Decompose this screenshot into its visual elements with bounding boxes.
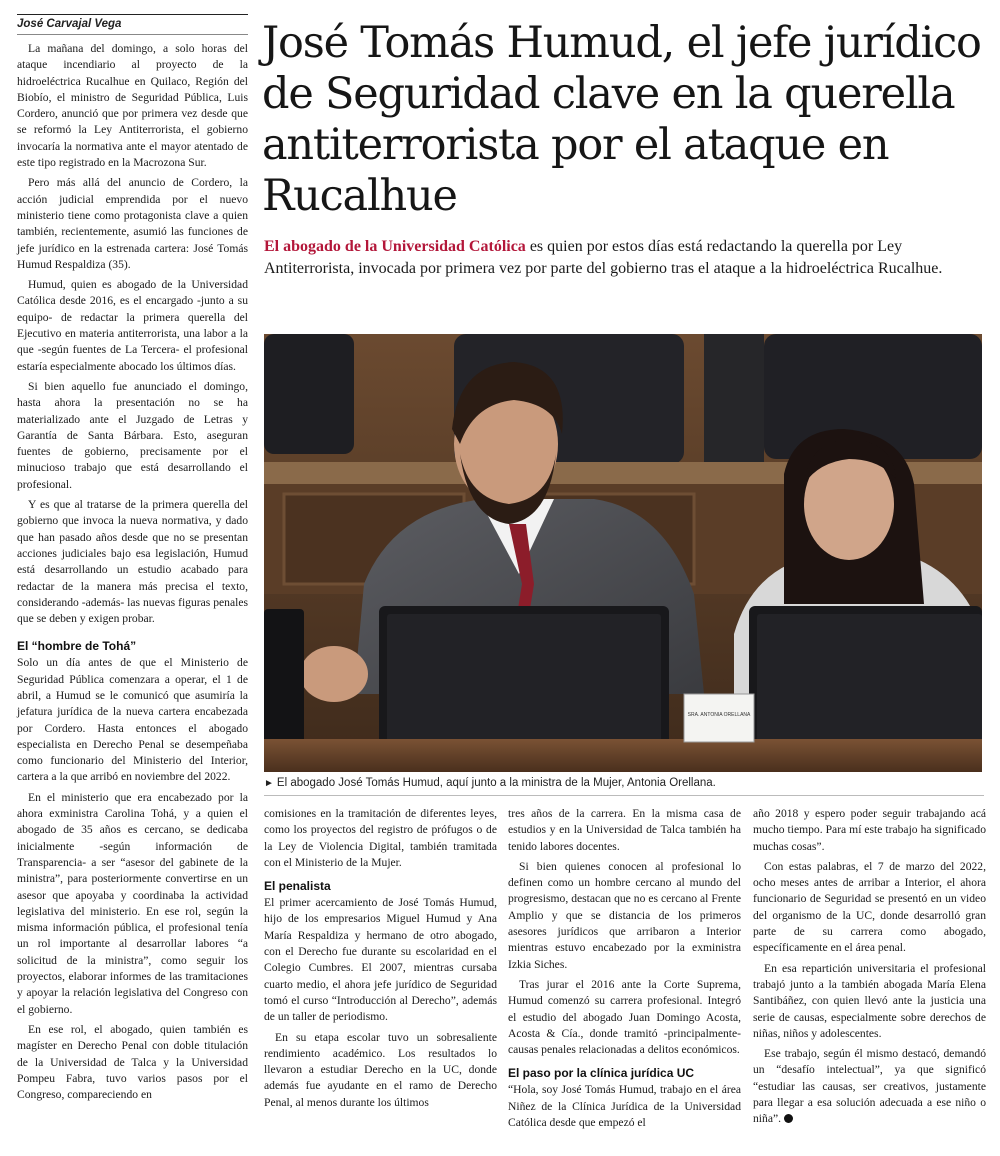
paragraph: La mañana del domingo, a solo horas del ataque incendiario al proyecto de la hidroeléctrica Rucalhue en Quilaco, Región del Biobío, el ministro de Seguridad Pública, Luis Cordero, anunció que por primera vez desde que se reformó la Ley Antiterrorista, el gobierno invocaría la normativa ante el mayor atentado de este tipo registrado en la Macrozona Sur. <box>17 42 248 170</box>
paragraph: Y es que al tratarse de la primera querella del gobierno que invoca la nueva normativa, y dado que han pasado años desde que no se presentan acciones judiciales bajo esa legislación, Humud está desarrollando un estudio acabado para redactar de la manera más precisa el texto, considerando -además- las nuevas figuras penales que se deben y exigen probar. <box>17 498 248 626</box>
headline: José Tomás Humud, el jefe jurídico de Seguridad clave en la querella antiterrorista por el ataque en Rucalhue <box>262 18 981 221</box>
column-1 <box>264 806 497 1111</box>
column-2 <box>508 806 741 1131</box>
paragraph: comisiones en la tramitación de diferentes leyes, como los proyectos del registro de prófugos o de la Ley de Violencia Digital, también tramitada con el Ministerio de la Mujer. <box>264 807 497 869</box>
paragraph: Solo un día antes de que el Ministerio de Seguridad Pública comenzara a operar, el 1 de abril, a Humud se le comunicó que asumiría la jefatura jurídica de la nueva cartera encabezada por Cordero. Hasta entonces el abogado especialista en Derecho Penal se desempeñaba como funcionario del Ministerio del Interior, cartera a la que arribó en noviembre del 2022. <box>17 656 248 784</box>
byline: José Carvajal Vega <box>17 14 248 35</box>
paragraph: tres años de la carrera. En la misma casa de estudios y en la Universidad de Talca también ha tenido labores docentes. <box>508 807 741 853</box>
divider <box>264 795 984 796</box>
paragraph-final <box>753 1046 986 1127</box>
subhead-el-penalista: El penalista <box>264 879 331 894</box>
caption-arrow-icon: ► <box>264 778 274 789</box>
paragraph: “Hola, soy José Tomás Humud, trabajo en el área Niñez de la Clínica Jurídica de la Universidad Católica desde que empezó el <box>508 1083 741 1130</box>
paragraph: En el ministerio que era encabezado por la ahora exministra Carolina Tohá, y a quien el abogado de 35 años es cercano, se dedicaba inicialmente -según información de Transparencia- a ser “asesor del gabinete de la ministra”, para posteriormente convertirse en un asesor que apoyaba y coordinaba la actividad legislativa del ministerio. En ese rol, según la misma información pública, el profesional tenía un rol importante al desarrollar labores “a solicitud de la ministra”, como seguir los proyectos, elaborar informes de las tramitaciones y apoyar la relación legislativa del Congreso con el gobierno. <box>17 790 248 1016</box>
paragraph: Pero más allá del anuncio de Cordero, la acción judicial emprendida por el nuevo ministerio tiene como protagonista clave a quien también, recientemente, asumió las funciones de jefe jurídico en la estrenada cartera: José Tomás Humud Respaldiza (35). <box>17 176 248 271</box>
paragraph: Si bien quienes conocen al profesional lo definen como un hombre cercano al mundo del progresismo, destacan que no es cercano al Frente Amplio y que se distancia de los primeros asesores jurídicos que arribaron a Interior mientras estuvo encabezado por la exministra Izkia Siches. <box>508 859 741 971</box>
subhead-hombre-de-toha: El “hombre de Tohá” <box>17 639 137 654</box>
left-column <box>17 14 248 1103</box>
paragraph: Si bien aquello fue anunciado el domingo, hasta ahora la presentación no se ha materializado ante el Juzgado de Letras y Garantía de Santa Bárbara. Esto, aseguran fuentes de gobierno, precisamente por el minucioso trabajo que está desarrollando el profesional. <box>17 379 248 491</box>
paragraph: Humud, quien es abogado de la Universidad Católica desde 2016, es el encargado -junto a su equipo- de redactar la primera querella del Ejecutivo en materia antiterrorista, una labor a la que -según fuentes de La Tercera- el profesional estaría especialmente abocado los últimos días. <box>17 278 248 373</box>
paragraph: En ese rol, el abogado, quien también es magíster en Derecho Penal con doble titulación de la Universidad de Talca y la Universidad Pompeu Fabra, tuvo varios pasos por el Congreso, compareciendo en <box>17 1022 248 1102</box>
photo-caption <box>264 777 984 789</box>
nameplate-text: SRA. ANTONIA ORELLANA <box>687 712 751 718</box>
end-mark-icon <box>784 1114 793 1123</box>
lead-text: es quien por estos días está redactando la querella por Ley Antiterrorista, invocada por primera vez por parte del gobierno tras el ataque a la hidroeléctrica Rucalhue. <box>264 238 943 277</box>
lead <box>264 236 984 279</box>
paragraph: Con estas palabras, el 7 de marzo del 2022, ocho meses antes de arribar a Interior, el ahora funcionario de Seguridad se presentó en un video del organismo de la UC, donde desarrolló gran parte de su carrera como abogado, específicamente en el área penal. <box>753 859 986 955</box>
paragraph: Tras jurar el 2016 ante la Corte Suprema, Humud comenzó su carrera profesional. Integró el estudio del abogado Juan Domingo Acosta, Acosta & Cía., donde tramitó -principalmente- causas penales relacionadas a delitos económicos. <box>508 977 741 1057</box>
paragraph: El primer acercamiento de José Tomás Humud, hijo de los empresarios Miguel Humud y Ana María Respaldiza y hermano de otro abogado, con el Derecho fue durante su escolaridad en el Colegio Cumbres. El 2007, mientras cursaba cuarto medio, el ahora jefe jurídico de Seguridad tomó el curso “Introducción al Derecho”, además de un taller de periodismo. <box>264 896 497 1024</box>
article-photo <box>264 334 982 772</box>
final-text: Ese trabajo, según él mismo destacó, demandó un “desafío intelectual”, ya que significó “estudiar las causas, ser creativos, justamente para llegar a esa solución adecuada a ese niño o niña”. <box>753 1047 986 1126</box>
paragraph: año 2018 y espero poder seguir trabajando acá mucho tiempo. Para mí este trabajo ha significado muchas cosas”. <box>753 807 986 853</box>
lead-highlight: El abogado de la Universidad Católica <box>264 238 526 255</box>
paragraph: En su etapa escolar tuvo un sobresaliente rendimiento académico. Los resultados lo llevaron a estudiar Derecho en la UC, donde además fue ayudante en el ramo de Derecho Penal, al menos durante los últimos <box>264 1030 497 1109</box>
subhead-clinica-juridica: El paso por la clínica jurídica UC <box>508 1066 695 1081</box>
column-3 <box>753 806 986 1128</box>
caption-text: El abogado José Tomás Humud, aquí junto a la ministra de la Mujer, Antonia Orellana. <box>276 777 716 789</box>
paragraph: En esa repartición universitaria el profesional trabajó junto a la también abogada María Elena Santibáñez, con quien llevó ante la justicia una serie de causas, especialmente sobre derechos de niñas, niños y adolescentes. <box>753 961 986 1040</box>
